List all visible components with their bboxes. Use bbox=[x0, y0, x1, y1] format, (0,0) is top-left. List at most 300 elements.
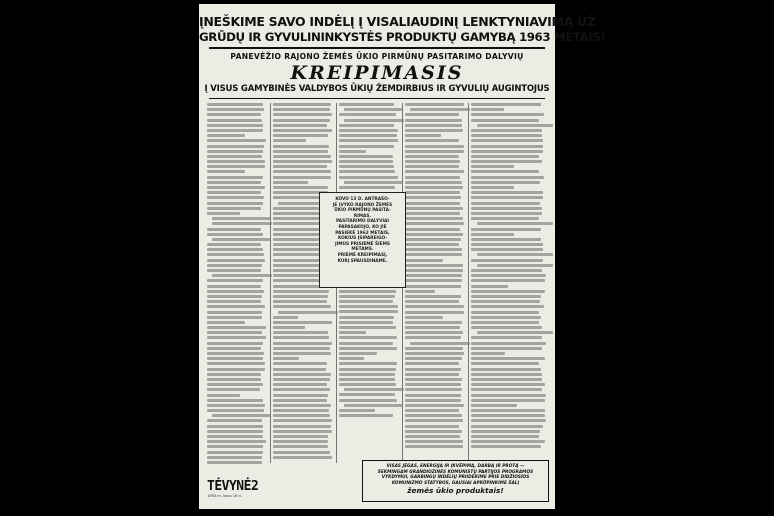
text-line bbox=[273, 134, 328, 137]
text-line bbox=[471, 202, 540, 205]
text-line bbox=[207, 119, 262, 122]
text-line bbox=[405, 253, 462, 256]
text-line bbox=[273, 124, 327, 127]
text-line bbox=[207, 430, 263, 433]
inset-line: JE ĮVYKO RAJONO ŽEMĖS bbox=[332, 202, 393, 208]
text-line bbox=[207, 394, 240, 397]
text-line bbox=[339, 186, 395, 189]
text-line bbox=[273, 388, 330, 391]
address-line: Į VISUS GAMYBINĖS VALDYBOS ŪKIŲ ŽEMDIRBIUS IR GYVULIŲ AUGINTOJUS bbox=[204, 84, 550, 94]
text-line bbox=[207, 259, 265, 262]
text-line bbox=[273, 394, 328, 397]
text-line bbox=[471, 430, 540, 433]
text-line bbox=[273, 362, 327, 365]
text-line bbox=[207, 160, 265, 163]
text-line bbox=[339, 103, 394, 106]
text-line bbox=[207, 368, 265, 371]
text-line bbox=[207, 124, 263, 127]
text-line bbox=[207, 321, 245, 324]
text-line bbox=[405, 176, 460, 179]
text-line bbox=[405, 347, 463, 350]
text-line bbox=[405, 274, 462, 277]
text-line bbox=[471, 321, 539, 324]
text-line bbox=[339, 165, 394, 168]
text-line bbox=[339, 129, 398, 132]
text-line bbox=[405, 129, 463, 132]
text-line bbox=[207, 295, 262, 298]
text-line bbox=[273, 150, 328, 153]
text-line bbox=[207, 248, 263, 251]
text-line bbox=[405, 196, 461, 199]
text-line bbox=[471, 103, 541, 106]
text-line bbox=[273, 336, 329, 339]
text-line bbox=[207, 440, 266, 443]
text-line bbox=[471, 342, 546, 345]
text-line bbox=[405, 285, 461, 288]
text-line bbox=[339, 300, 393, 303]
text-line bbox=[471, 165, 514, 168]
text-line bbox=[405, 419, 463, 422]
text-line bbox=[273, 414, 330, 417]
text-line bbox=[339, 145, 394, 148]
text-line bbox=[471, 347, 542, 350]
subhead: PANEVĖŽIO RAJONO ŽEMĖS ŪKIO PIRMŪNŲ PASITARIMO DALYVIŲ bbox=[230, 52, 524, 61]
text-line bbox=[471, 316, 541, 319]
masthead-logo: TĖVYNĖ2 bbox=[207, 479, 259, 494]
text-line bbox=[273, 425, 331, 428]
text-line bbox=[207, 399, 263, 402]
text-line bbox=[405, 264, 463, 267]
text-line bbox=[212, 274, 272, 277]
text-line bbox=[339, 347, 397, 350]
text-line bbox=[207, 181, 261, 184]
text-line bbox=[405, 259, 443, 262]
text-line bbox=[273, 378, 330, 381]
text-line bbox=[405, 233, 463, 236]
text-line bbox=[273, 119, 330, 122]
text-line bbox=[405, 228, 460, 231]
text-line bbox=[405, 383, 461, 386]
text-line bbox=[207, 347, 261, 350]
text-line bbox=[207, 155, 262, 158]
text-line bbox=[471, 217, 539, 220]
text-line bbox=[273, 331, 328, 334]
text-line bbox=[273, 186, 328, 189]
text-line bbox=[273, 139, 306, 142]
text-line bbox=[339, 134, 397, 137]
text-line bbox=[405, 300, 459, 303]
text-line bbox=[477, 331, 553, 334]
text-line bbox=[405, 217, 463, 220]
inset-line: PASIEKĖ 1962 METAIS, bbox=[335, 230, 390, 236]
text-line bbox=[339, 170, 395, 173]
text-line bbox=[339, 290, 396, 293]
text-line bbox=[405, 243, 459, 246]
text-line bbox=[339, 362, 397, 365]
text-line bbox=[405, 368, 461, 371]
text-line bbox=[471, 207, 542, 210]
text-line bbox=[405, 336, 461, 339]
text-line bbox=[405, 207, 463, 210]
text-line bbox=[471, 373, 542, 376]
slogan-line: KOMUNIZMO STATYBOS, GAUSIAI APRŪPINKIME ŠALĮ bbox=[391, 480, 520, 486]
text-line bbox=[405, 212, 460, 215]
text-line bbox=[207, 108, 264, 111]
text-line bbox=[405, 435, 460, 438]
text-line bbox=[471, 285, 508, 288]
text-line bbox=[471, 150, 543, 153]
text-column-4 bbox=[405, 103, 465, 455]
text-line bbox=[471, 279, 545, 282]
text-line bbox=[471, 134, 542, 137]
text-line bbox=[405, 248, 462, 251]
inset-line: PAPASAKOJO, KO JIE bbox=[338, 224, 387, 230]
text-line bbox=[273, 445, 328, 448]
inset-line: KOVO 13 D. ANTRAŠO- bbox=[335, 197, 390, 202]
text-line bbox=[207, 207, 261, 210]
text-line bbox=[273, 160, 332, 163]
text-line bbox=[471, 155, 539, 158]
text-line bbox=[339, 409, 375, 412]
text-line bbox=[207, 456, 262, 459]
text-line bbox=[471, 414, 545, 417]
text-line bbox=[339, 393, 395, 396]
text-line bbox=[471, 181, 540, 184]
text-line bbox=[207, 176, 263, 179]
text-line bbox=[207, 233, 263, 236]
text-column-1 bbox=[207, 103, 267, 468]
text-line bbox=[405, 378, 462, 381]
headline-rule bbox=[209, 47, 545, 49]
inset-line: RIMAS. bbox=[353, 213, 372, 219]
inset-note-box bbox=[319, 192, 406, 288]
text-line bbox=[207, 435, 263, 438]
headline-line-1: ĮNEŠKIME SAVO INDĖLĮ Į VISALIAUDINĮ LENKTYNIAVIMĄ UŽ bbox=[199, 14, 596, 29]
text-line bbox=[405, 409, 459, 412]
text-line bbox=[207, 316, 262, 319]
text-line bbox=[339, 176, 398, 179]
text-line bbox=[339, 316, 394, 319]
text-line bbox=[471, 212, 542, 215]
text-line bbox=[273, 103, 331, 106]
text-line bbox=[207, 373, 261, 376]
text-line bbox=[471, 305, 544, 308]
inset-line: PRIĖMĖ KREIPIMASĮ, bbox=[337, 252, 388, 258]
text-line bbox=[405, 295, 461, 298]
text-line bbox=[471, 274, 546, 277]
text-line bbox=[405, 373, 459, 376]
text-line bbox=[477, 264, 553, 267]
text-line bbox=[471, 336, 542, 339]
text-line bbox=[212, 222, 272, 225]
text-line bbox=[471, 368, 541, 371]
text-line bbox=[273, 451, 330, 454]
text-line bbox=[273, 347, 330, 350]
inset-line: KOKIUS ĮSIPAREIGO- bbox=[337, 236, 388, 242]
text-line bbox=[405, 414, 462, 417]
text-line bbox=[405, 181, 462, 184]
slogan-emphasis: žemės ūkio produktais! bbox=[407, 486, 504, 495]
text-line bbox=[207, 196, 264, 199]
text-line bbox=[405, 202, 460, 205]
text-line bbox=[273, 435, 328, 438]
text-line bbox=[471, 435, 539, 438]
inset-line: PASITARIMO DALYVIAI bbox=[336, 219, 389, 225]
text-line bbox=[273, 316, 298, 319]
text-line bbox=[273, 165, 327, 168]
text-line bbox=[471, 233, 514, 236]
text-line bbox=[273, 409, 329, 412]
text-line bbox=[212, 217, 272, 220]
text-line bbox=[207, 269, 261, 272]
text-line bbox=[405, 186, 463, 189]
text-line bbox=[207, 342, 263, 345]
text-line bbox=[471, 440, 545, 443]
masthead-date: 1963 m. kovo 16 d. bbox=[207, 494, 242, 498]
text-line bbox=[273, 295, 328, 298]
text-line bbox=[471, 295, 541, 298]
text-line bbox=[471, 394, 546, 397]
text-line bbox=[405, 269, 463, 272]
text-line bbox=[207, 285, 261, 288]
text-line bbox=[405, 430, 462, 433]
text-line bbox=[212, 238, 272, 241]
text-line bbox=[339, 342, 393, 345]
text-line bbox=[477, 253, 553, 256]
text-line bbox=[273, 108, 330, 111]
text-line bbox=[273, 145, 329, 148]
text-line bbox=[471, 139, 543, 142]
inset-line: ŪKIO PIRMŪNŲ PASITA- bbox=[334, 208, 391, 214]
text-line bbox=[471, 409, 545, 412]
text-line bbox=[405, 362, 459, 365]
text-line bbox=[405, 388, 462, 391]
text-line bbox=[207, 134, 245, 137]
text-line bbox=[273, 373, 331, 376]
text-line bbox=[339, 139, 398, 142]
text-line bbox=[471, 119, 539, 122]
text-line bbox=[207, 145, 264, 148]
text-line bbox=[207, 311, 262, 314]
text-line bbox=[405, 399, 461, 402]
text-line bbox=[207, 378, 261, 381]
text-line bbox=[405, 394, 461, 397]
text-line bbox=[273, 352, 331, 355]
text-line bbox=[405, 150, 464, 153]
text-line bbox=[273, 290, 329, 293]
text-line bbox=[207, 279, 263, 282]
text-line bbox=[405, 222, 464, 225]
text-line bbox=[273, 155, 331, 158]
text-line bbox=[344, 108, 404, 111]
text-line bbox=[405, 305, 464, 308]
text-line bbox=[339, 378, 395, 381]
text-line bbox=[405, 113, 459, 116]
text-line bbox=[471, 160, 542, 163]
text-line bbox=[339, 305, 398, 308]
text-line bbox=[344, 119, 404, 122]
text-line bbox=[207, 419, 262, 422]
text-line bbox=[471, 145, 543, 148]
text-line bbox=[405, 311, 464, 314]
text-line bbox=[471, 326, 542, 329]
text-line bbox=[405, 445, 463, 448]
text-line bbox=[273, 383, 327, 386]
text-line bbox=[207, 388, 260, 391]
text-line bbox=[477, 124, 553, 127]
text-line bbox=[207, 243, 261, 246]
text-line bbox=[471, 113, 544, 116]
text-line bbox=[339, 160, 393, 163]
text-line bbox=[405, 331, 463, 334]
text-line bbox=[339, 352, 377, 355]
text-line bbox=[207, 264, 262, 267]
text-line bbox=[339, 295, 395, 298]
text-line bbox=[405, 238, 461, 241]
text-line bbox=[405, 352, 464, 355]
text-line bbox=[207, 170, 245, 173]
text-line bbox=[273, 399, 327, 402]
text-line bbox=[405, 165, 459, 168]
text-line bbox=[471, 248, 543, 251]
text-line bbox=[405, 160, 460, 163]
text-line bbox=[339, 124, 394, 127]
slogan-line: VISAS JĖGAS, ENERGIJĄ IR ĮKVĖPIMĄ, DARBĄ IR PROTĄ — bbox=[386, 464, 525, 469]
text-line bbox=[471, 388, 542, 391]
text-line bbox=[471, 445, 541, 448]
text-line bbox=[405, 145, 464, 148]
text-line bbox=[273, 440, 328, 443]
text-line bbox=[339, 155, 393, 158]
slogan-line: VYKDYMUI, GARBINGŲ INDĖLIŲ PRIIDĖKIME PRIE DIDŽIOSIOS bbox=[381, 475, 530, 480]
text-line bbox=[273, 368, 326, 371]
text-line bbox=[339, 414, 393, 417]
text-line bbox=[471, 383, 545, 386]
text-line bbox=[471, 300, 540, 303]
text-line bbox=[471, 378, 542, 381]
text-line bbox=[207, 383, 263, 386]
text-line bbox=[273, 129, 332, 132]
text-line bbox=[405, 124, 462, 127]
text-line bbox=[207, 228, 261, 231]
text-line bbox=[471, 176, 544, 179]
text-line bbox=[405, 321, 462, 324]
text-line bbox=[471, 269, 542, 272]
text-line bbox=[207, 113, 261, 116]
text-line bbox=[339, 383, 396, 386]
text-line bbox=[273, 300, 327, 303]
text-line bbox=[273, 357, 299, 360]
text-line bbox=[207, 326, 266, 329]
text-line bbox=[273, 321, 332, 324]
inset-line: KURĮ SPAUSDINAME. bbox=[337, 258, 388, 264]
text-line bbox=[405, 404, 464, 407]
text-column-5 bbox=[471, 103, 547, 455]
text-line bbox=[344, 404, 404, 407]
text-line bbox=[471, 186, 514, 189]
text-line bbox=[471, 196, 543, 199]
title-rule bbox=[209, 98, 545, 99]
text-line bbox=[344, 388, 404, 391]
text-line bbox=[273, 170, 331, 173]
text-line bbox=[471, 290, 545, 293]
text-line bbox=[273, 305, 331, 308]
text-line bbox=[405, 139, 459, 142]
text-line bbox=[273, 342, 332, 345]
text-line bbox=[405, 155, 459, 158]
text-line bbox=[339, 368, 396, 371]
text-line bbox=[207, 445, 263, 448]
text-line bbox=[207, 336, 266, 339]
text-line bbox=[207, 165, 265, 168]
text-line bbox=[207, 186, 265, 189]
text-line bbox=[405, 134, 441, 137]
text-line bbox=[207, 461, 262, 464]
text-line bbox=[405, 119, 462, 122]
text-line bbox=[471, 362, 539, 365]
text-line bbox=[410, 108, 470, 111]
text-line bbox=[471, 311, 539, 314]
text-line bbox=[207, 129, 263, 132]
text-line bbox=[405, 191, 460, 194]
text-line bbox=[339, 150, 366, 153]
newspaper-page bbox=[199, 4, 606, 509]
text-line bbox=[207, 253, 264, 256]
text-line bbox=[278, 311, 338, 314]
text-line bbox=[339, 399, 397, 402]
text-line bbox=[207, 409, 264, 412]
text-line bbox=[405, 326, 460, 329]
column-divider bbox=[270, 103, 271, 463]
text-line bbox=[207, 202, 263, 205]
text-line bbox=[471, 357, 545, 360]
text-line bbox=[471, 399, 545, 402]
text-line bbox=[405, 290, 435, 293]
text-line bbox=[212, 414, 272, 417]
text-line bbox=[207, 103, 263, 106]
text-line bbox=[471, 243, 543, 246]
text-line bbox=[207, 191, 261, 194]
text-line bbox=[207, 352, 264, 355]
text-line bbox=[273, 419, 332, 422]
text-line bbox=[273, 456, 332, 459]
slogan-line: ŠEKMINGAM GRANDIOZINĖS KOMUNISTŲ PARTIJOS PROGRAMOS bbox=[377, 469, 534, 475]
text-line bbox=[405, 316, 443, 319]
text-line bbox=[339, 336, 397, 339]
text-line bbox=[339, 331, 366, 334]
text-line bbox=[207, 290, 264, 293]
text-line bbox=[339, 113, 396, 116]
text-line bbox=[207, 451, 263, 454]
text-line bbox=[339, 357, 364, 360]
text-line bbox=[273, 113, 332, 116]
text-line bbox=[207, 139, 266, 142]
headline-line-2: GRŪDŲ IR GYVULININKYSTĖS PRODUKTŲ GAMYBĄ 1963 METAIS! bbox=[199, 30, 606, 44]
article-title: KREIPIMASIS bbox=[290, 62, 464, 84]
text-line bbox=[471, 259, 543, 262]
column-divider bbox=[468, 103, 469, 463]
text-line bbox=[207, 212, 240, 215]
text-line bbox=[405, 103, 464, 106]
text-line bbox=[471, 108, 504, 111]
text-line bbox=[207, 150, 263, 153]
text-line bbox=[344, 181, 404, 184]
text-line bbox=[471, 129, 542, 132]
text-line bbox=[477, 222, 553, 225]
text-line bbox=[471, 170, 539, 173]
text-line bbox=[273, 326, 305, 329]
text-line bbox=[471, 191, 543, 194]
